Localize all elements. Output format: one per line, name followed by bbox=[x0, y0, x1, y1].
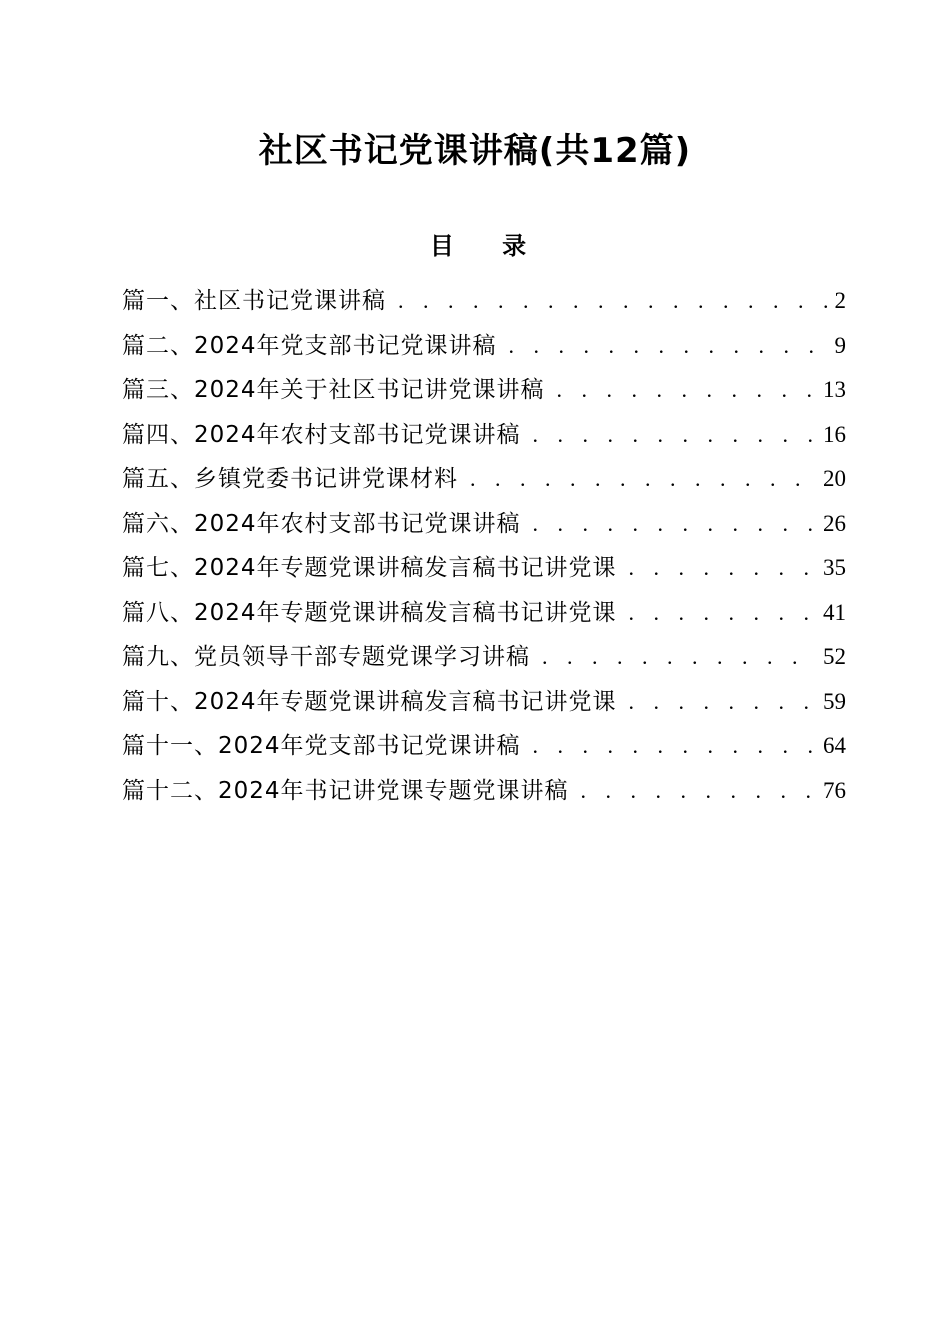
toc-dot-leader bbox=[557, 368, 817, 412]
toc-heading: 目 录 bbox=[429, 232, 547, 260]
toc-entry-label: 篇七、2024年专题党课讲稿发言稿书记讲党课 bbox=[122, 555, 617, 581]
toc-entry-10[interactable] bbox=[122, 680, 846, 725]
toc-dot-leader bbox=[629, 680, 817, 724]
toc-page-number: 35 bbox=[823, 555, 846, 580]
toc-entry-12[interactable] bbox=[122, 769, 846, 814]
toc-entry-11[interactable] bbox=[122, 724, 846, 769]
toc-entry-5[interactable] bbox=[122, 457, 846, 502]
toc-page-number: 13 bbox=[823, 377, 846, 402]
toc-entry-label: 篇三、2024年关于社区书记讲党课讲稿 bbox=[122, 377, 545, 403]
toc-entry-9[interactable] bbox=[122, 635, 846, 680]
toc-page-number: 59 bbox=[823, 688, 846, 714]
toc-page-number: 9 bbox=[834, 332, 846, 358]
toc-entry-7[interactable] bbox=[122, 546, 846, 591]
toc-entry-label: 篇四、2024年农村支部书记党课讲稿 bbox=[122, 421, 521, 448]
toc-dot-leader bbox=[509, 324, 829, 368]
toc-entry-label: 篇一、社区书记党课讲稿 bbox=[122, 288, 386, 314]
toc-entry-label: 篇十、2024年专题党课讲稿发言稿书记讲党课 bbox=[122, 688, 617, 715]
toc-entry-label: 篇六、2024年农村支部书记党课讲稿 bbox=[122, 510, 521, 537]
toc-entry-1[interactable] bbox=[122, 279, 846, 324]
toc-dot-leader bbox=[470, 457, 817, 501]
toc-page-number: 26 bbox=[823, 510, 846, 536]
toc-dot-leader bbox=[542, 635, 817, 679]
toc-dot-leader bbox=[398, 279, 829, 323]
toc-entry-label: 篇九、党员领导干部专题党课学习讲稿 bbox=[122, 644, 530, 670]
toc-entry-3[interactable] bbox=[122, 368, 846, 413]
toc-page-number: 41 bbox=[823, 599, 846, 625]
toc-dot-leader bbox=[581, 769, 817, 813]
toc-entry-label: 篇八、2024年专题党课讲稿发言稿书记讲党课 bbox=[122, 599, 617, 626]
toc-page-number: 16 bbox=[823, 421, 846, 447]
toc-page-number: 2 bbox=[834, 288, 846, 313]
toc-dot-leader bbox=[629, 546, 817, 590]
toc-page-number: 76 bbox=[823, 777, 846, 803]
toc-entry-2[interactable] bbox=[122, 324, 846, 369]
toc-entry-label: 篇二、2024年党支部书记党课讲稿 bbox=[122, 332, 497, 359]
toc-dot-leader bbox=[629, 591, 817, 635]
toc-dot-leader bbox=[533, 413, 817, 457]
toc-entry-label: 篇十二、2024年书记讲党课专题党课讲稿 bbox=[122, 777, 569, 804]
toc-dot-leader bbox=[533, 502, 817, 546]
document-title: 社区书记党课讲稿(共12篇) bbox=[258, 131, 692, 171]
toc-page-number: 20 bbox=[823, 466, 846, 491]
toc-page-number: 52 bbox=[823, 644, 846, 669]
toc-entry-label: 篇五、乡镇党委书记讲党课材料 bbox=[122, 466, 458, 492]
toc-entry-4[interactable] bbox=[122, 413, 846, 458]
table-of-contents bbox=[122, 279, 846, 813]
toc-entry-6[interactable] bbox=[122, 502, 846, 547]
toc-entry-8[interactable] bbox=[122, 591, 846, 636]
toc-page-number: 64 bbox=[823, 733, 846, 758]
toc-dot-leader bbox=[533, 724, 817, 768]
toc-entry-label: 篇十一、2024年党支部书记党课讲稿 bbox=[122, 733, 521, 759]
